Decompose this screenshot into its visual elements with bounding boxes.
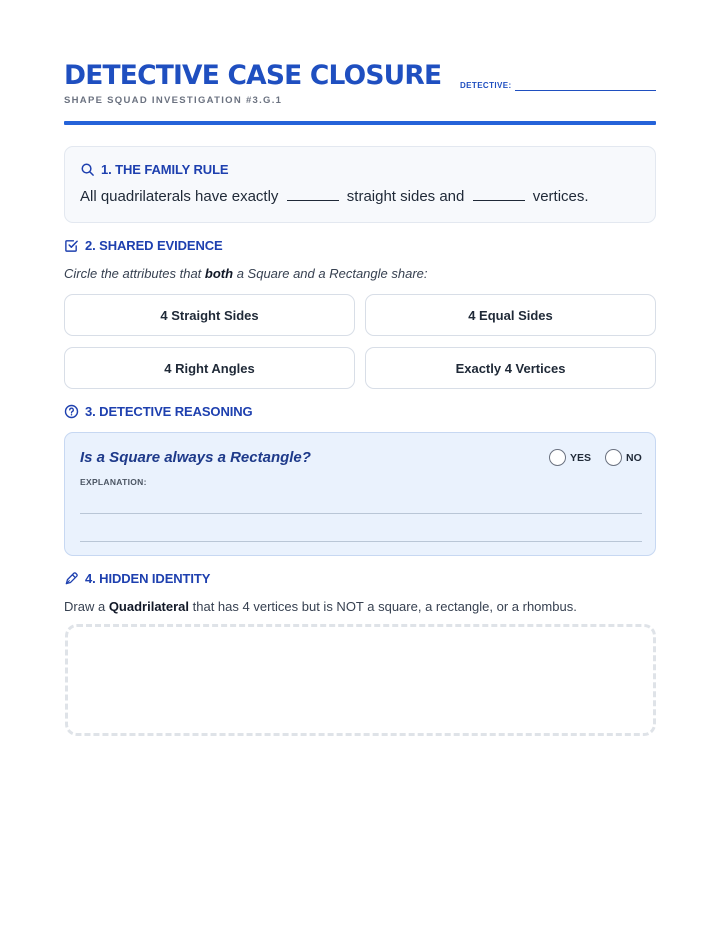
header-divider bbox=[64, 121, 656, 125]
instruction-emphasis: both bbox=[204, 266, 234, 281]
rule-text-part: All quadrilaterals have exactly bbox=[80, 188, 279, 205]
instruction-part: Circle the attributes that bbox=[64, 266, 202, 281]
yes-radio[interactable] bbox=[549, 449, 566, 466]
section-2-title: 2. SHARED EVIDENCE bbox=[85, 238, 223, 253]
rule-text-part: vertices. bbox=[532, 188, 589, 205]
section-1-heading bbox=[80, 162, 229, 177]
question-circle-icon bbox=[64, 404, 79, 419]
explanation-writing-line[interactable] bbox=[80, 513, 642, 514]
instruction-emphasis: Quadrilateral bbox=[108, 599, 190, 614]
attribute-option[interactable]: Exactly 4 Vertices bbox=[365, 347, 656, 389]
vertices-blank[interactable] bbox=[473, 191, 525, 201]
family-rule-sentence bbox=[80, 188, 589, 205]
reasoning-card bbox=[64, 432, 656, 556]
section-3-title: 3. DETECTIVE REASONING bbox=[85, 404, 253, 419]
rule-text-part: straight sides and bbox=[346, 188, 465, 205]
section-3-heading bbox=[64, 404, 253, 419]
yes-label: YES bbox=[570, 451, 592, 464]
instruction-part: that has 4 vertices but is NOT a square, a rectangle, or a rhombus. bbox=[192, 599, 577, 614]
no-option[interactable] bbox=[605, 449, 642, 466]
attribute-option[interactable]: 4 Equal Sides bbox=[365, 294, 656, 336]
no-label: NO bbox=[626, 451, 642, 464]
pen-icon bbox=[64, 571, 79, 586]
attribute-option[interactable]: 4 Right Angles bbox=[64, 347, 355, 389]
attribute-option[interactable]: 4 Straight Sides bbox=[64, 294, 355, 336]
search-icon bbox=[80, 162, 95, 177]
page-title: DETECTIVE CASE CLOSURE bbox=[64, 60, 442, 91]
family-rule-card bbox=[64, 146, 656, 223]
hidden-identity-instruction bbox=[64, 599, 577, 614]
explanation-writing-line[interactable] bbox=[80, 541, 642, 542]
sides-blank[interactable] bbox=[287, 191, 339, 201]
detective-name-field[interactable] bbox=[515, 90, 656, 91]
shared-evidence-instruction bbox=[64, 266, 428, 281]
section-4-title: 4. HIDDEN IDENTITY bbox=[85, 571, 211, 586]
section-2-heading bbox=[64, 238, 223, 253]
section-4-heading bbox=[64, 571, 210, 586]
detective-label: DETECTIVE: bbox=[460, 81, 512, 90]
no-radio[interactable] bbox=[605, 449, 622, 466]
page-subtitle: SHAPE SQUAD INVESTIGATION #3.G.1 bbox=[64, 95, 283, 106]
yes-option[interactable] bbox=[549, 449, 591, 466]
section-1-title: 1. THE FAMILY RULE bbox=[101, 162, 229, 177]
reasoning-question: Is a Square always a Rectangle? bbox=[80, 449, 311, 466]
instruction-part: a Square and a Rectangle share: bbox=[236, 266, 428, 281]
instruction-part: Draw a bbox=[64, 599, 106, 614]
explanation-label: EXPLANATION: bbox=[80, 477, 147, 487]
drawing-area[interactable] bbox=[65, 624, 656, 736]
checkbox-icon bbox=[64, 238, 79, 253]
